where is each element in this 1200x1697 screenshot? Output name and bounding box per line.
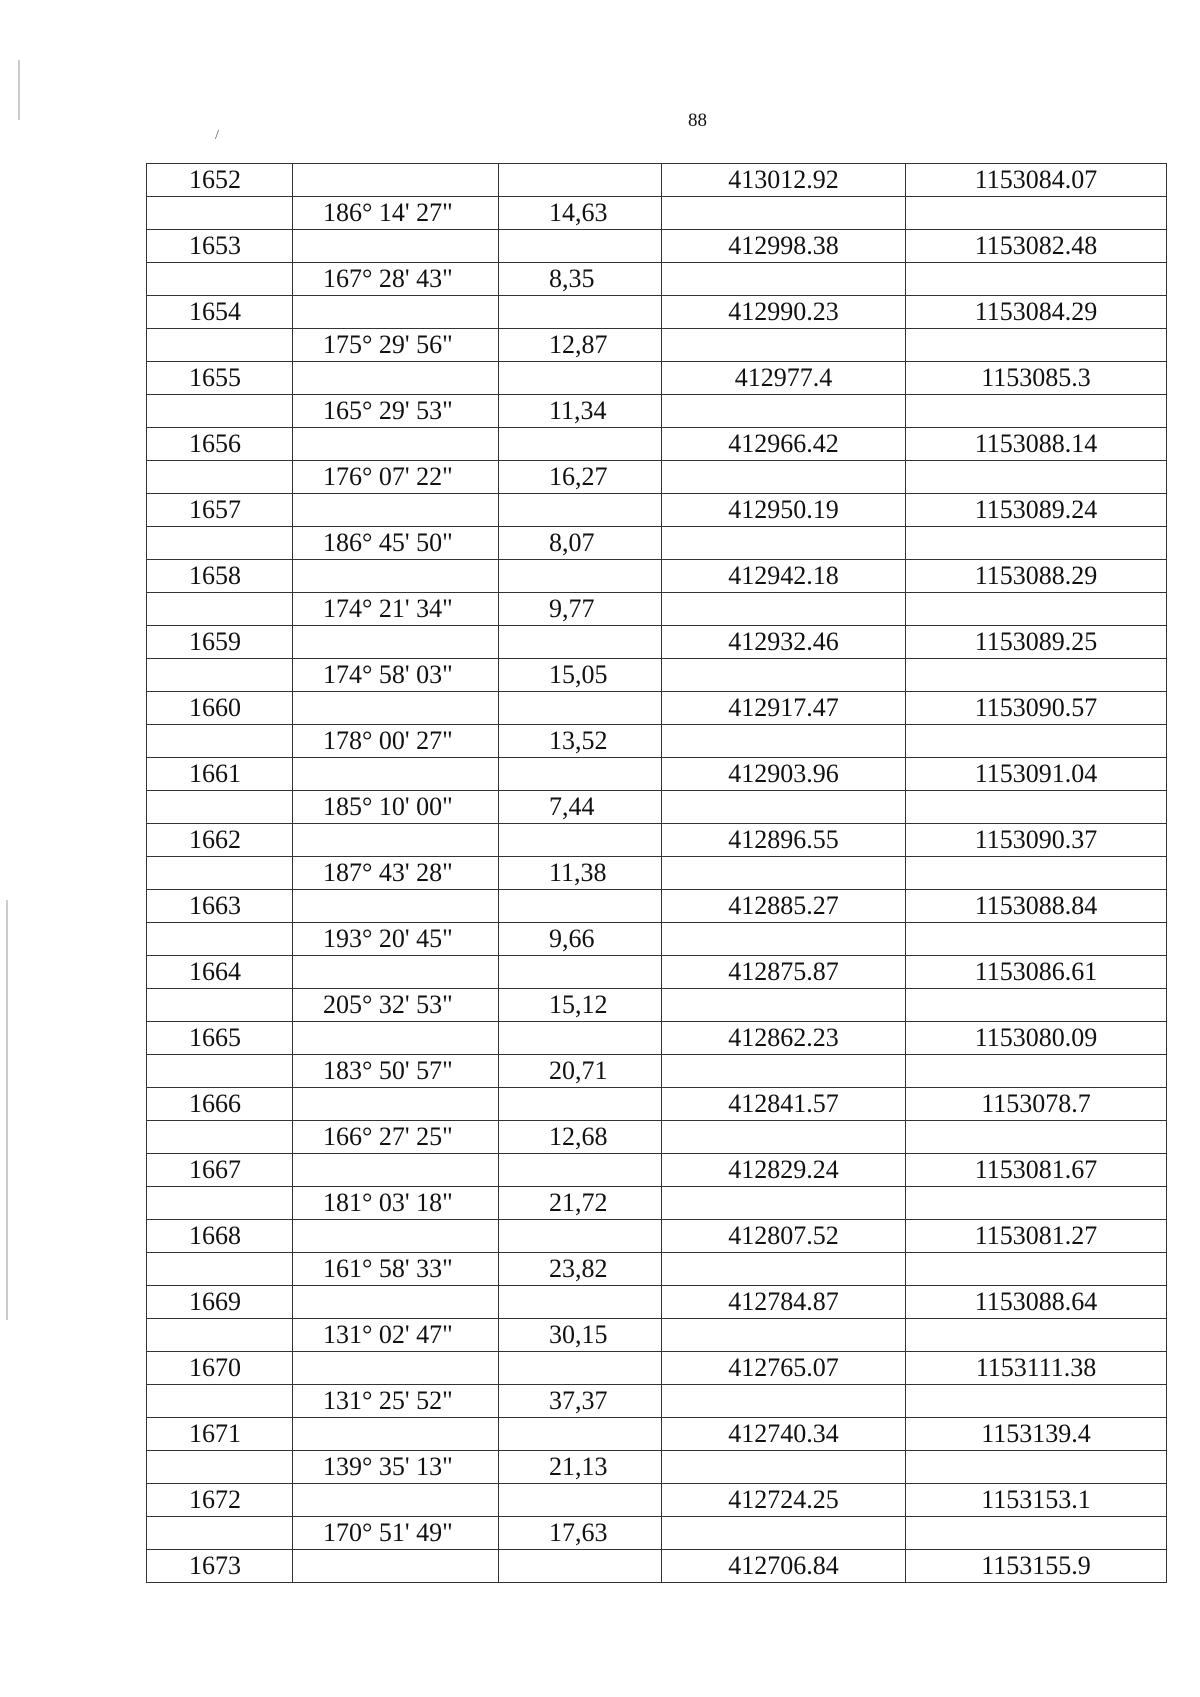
y-coordinate-cell <box>906 1319 1167 1352</box>
length-cell <box>499 1352 662 1385</box>
y-coordinate-cell: 1153088.84 <box>906 890 1167 923</box>
angle-cell: 186° 14' 27" <box>293 197 499 230</box>
segment-row <box>147 1121 1167 1154</box>
angle-cell <box>293 1022 499 1055</box>
x-coordinate-cell: 412990.23 <box>662 296 906 329</box>
point-number-cell <box>147 1451 293 1484</box>
y-coordinate-cell: 1153082.48 <box>906 230 1167 263</box>
y-coordinate-cell: 1153091.04 <box>906 758 1167 791</box>
angle-cell: 176° 07' 22" <box>293 461 499 494</box>
segment-row <box>147 1187 1167 1220</box>
angle-cell <box>293 1418 499 1451</box>
y-coordinate-cell: 1153153.1 <box>906 1484 1167 1517</box>
y-coordinate-cell <box>906 1187 1167 1220</box>
angle-cell <box>293 428 499 461</box>
point-row <box>147 824 1167 857</box>
length-cell <box>499 560 662 593</box>
point-row <box>147 1088 1167 1121</box>
length-cell <box>499 1154 662 1187</box>
length-cell: 12,68 <box>499 1121 662 1154</box>
length-cell <box>499 890 662 923</box>
point-number-cell: 1662 <box>147 824 293 857</box>
x-coordinate-cell: 412932.46 <box>662 626 906 659</box>
x-coordinate-cell: 412875.87 <box>662 956 906 989</box>
point-number-cell <box>147 1319 293 1352</box>
point-number-cell <box>147 989 293 1022</box>
x-coordinate-cell: 412740.34 <box>662 1418 906 1451</box>
segment-row <box>147 329 1167 362</box>
length-cell: 30,15 <box>499 1319 662 1352</box>
angle-cell: 193° 20' 45" <box>293 923 499 956</box>
point-number-cell: 1659 <box>147 626 293 659</box>
point-number-cell <box>147 329 293 362</box>
y-coordinate-cell <box>906 659 1167 692</box>
point-number-cell: 1672 <box>147 1484 293 1517</box>
length-cell: 9,66 <box>499 923 662 956</box>
length-cell: 17,63 <box>499 1517 662 1550</box>
angle-cell <box>293 956 499 989</box>
x-coordinate-cell <box>662 1385 906 1418</box>
length-cell: 21,13 <box>499 1451 662 1484</box>
x-coordinate-cell: 412706.84 <box>662 1550 906 1583</box>
y-coordinate-cell <box>906 923 1167 956</box>
point-row <box>147 758 1167 791</box>
point-row <box>147 362 1167 395</box>
point-number-cell: 1656 <box>147 428 293 461</box>
point-number-cell <box>147 1121 293 1154</box>
point-row <box>147 1484 1167 1517</box>
angle-cell: 131° 02' 47" <box>293 1319 499 1352</box>
point-row <box>147 1418 1167 1451</box>
y-coordinate-cell <box>906 857 1167 890</box>
length-cell: 21,72 <box>499 1187 662 1220</box>
angle-cell <box>293 626 499 659</box>
point-number-cell: 1673 <box>147 1550 293 1583</box>
angle-cell <box>293 890 499 923</box>
point-row <box>147 890 1167 923</box>
point-number-cell: 1668 <box>147 1220 293 1253</box>
y-coordinate-cell <box>906 527 1167 560</box>
point-number-cell <box>147 527 293 560</box>
x-coordinate-cell <box>662 857 906 890</box>
angle-cell <box>293 758 499 791</box>
point-number-cell <box>147 461 293 494</box>
point-number-cell: 1653 <box>147 230 293 263</box>
x-coordinate-cell <box>662 1517 906 1550</box>
y-coordinate-cell <box>906 1517 1167 1550</box>
length-cell: 8,07 <box>499 527 662 560</box>
x-coordinate-cell: 412862.23 <box>662 1022 906 1055</box>
point-number-cell: 1654 <box>147 296 293 329</box>
y-coordinate-cell <box>906 1385 1167 1418</box>
point-number-cell: 1658 <box>147 560 293 593</box>
y-coordinate-cell: 1153081.27 <box>906 1220 1167 1253</box>
x-coordinate-cell <box>662 329 906 362</box>
length-cell <box>499 428 662 461</box>
length-cell <box>499 1088 662 1121</box>
y-coordinate-cell: 1153088.64 <box>906 1286 1167 1319</box>
y-coordinate-cell: 1153084.29 <box>906 296 1167 329</box>
length-cell: 15,12 <box>499 989 662 1022</box>
y-coordinate-cell: 1153084.07 <box>906 164 1167 197</box>
x-coordinate-cell <box>662 923 906 956</box>
point-number-cell <box>147 791 293 824</box>
point-number-cell: 1670 <box>147 1352 293 1385</box>
point-row <box>147 1154 1167 1187</box>
y-coordinate-cell: 1153086.61 <box>906 956 1167 989</box>
point-number-cell: 1664 <box>147 956 293 989</box>
point-row <box>147 560 1167 593</box>
length-cell: 20,71 <box>499 1055 662 1088</box>
x-coordinate-cell: 412942.18 <box>662 560 906 593</box>
point-number-cell <box>147 1055 293 1088</box>
angle-cell: 174° 21' 34" <box>293 593 499 626</box>
segment-row <box>147 395 1167 428</box>
angle-cell: 186° 45' 50" <box>293 527 499 560</box>
angle-cell: 174° 58' 03" <box>293 659 499 692</box>
point-number-cell <box>147 857 293 890</box>
segment-row <box>147 1451 1167 1484</box>
point-number-cell <box>147 725 293 758</box>
point-row <box>147 1220 1167 1253</box>
angle-cell <box>293 1550 499 1583</box>
length-cell <box>499 824 662 857</box>
length-cell <box>499 956 662 989</box>
scan-edge-line <box>6 900 8 1320</box>
length-cell <box>499 692 662 725</box>
length-cell <box>499 296 662 329</box>
angle-cell <box>293 560 499 593</box>
x-coordinate-cell: 412903.96 <box>662 758 906 791</box>
x-coordinate-cell: 412841.57 <box>662 1088 906 1121</box>
y-coordinate-cell <box>906 197 1167 230</box>
y-coordinate-cell <box>906 791 1167 824</box>
x-coordinate-cell <box>662 593 906 626</box>
angle-cell <box>293 824 499 857</box>
point-number-cell: 1652 <box>147 164 293 197</box>
point-number-cell <box>147 395 293 428</box>
x-coordinate-cell <box>662 725 906 758</box>
x-coordinate-cell: 413012.92 <box>662 164 906 197</box>
angle-cell: 178° 00' 27" <box>293 725 499 758</box>
length-cell <box>499 1022 662 1055</box>
segment-row <box>147 1517 1167 1550</box>
length-cell <box>499 626 662 659</box>
segment-row <box>147 1253 1167 1286</box>
length-cell: 11,38 <box>499 857 662 890</box>
angle-cell <box>293 1154 499 1187</box>
x-coordinate-cell <box>662 1253 906 1286</box>
point-number-cell: 1657 <box>147 494 293 527</box>
length-cell <box>499 1220 662 1253</box>
point-number-cell: 1661 <box>147 758 293 791</box>
segment-row <box>147 1319 1167 1352</box>
x-coordinate-cell <box>662 791 906 824</box>
x-coordinate-cell <box>662 461 906 494</box>
point-row <box>147 1022 1167 1055</box>
y-coordinate-cell: 1153081.67 <box>906 1154 1167 1187</box>
x-coordinate-cell <box>662 1319 906 1352</box>
point-number-cell: 1665 <box>147 1022 293 1055</box>
x-coordinate-cell <box>662 197 906 230</box>
length-cell <box>499 362 662 395</box>
coordinate-table-body <box>147 164 1167 1583</box>
page-number: 88 <box>688 110 707 131</box>
point-row <box>147 626 1167 659</box>
y-coordinate-cell: 1153088.29 <box>906 560 1167 593</box>
point-number-cell <box>147 263 293 296</box>
x-coordinate-cell: 412784.87 <box>662 1286 906 1319</box>
point-number-cell <box>147 1517 293 1550</box>
coordinate-table <box>146 163 1167 1583</box>
point-number-cell <box>147 197 293 230</box>
angle-cell: 183° 50' 57" <box>293 1055 499 1088</box>
segment-row <box>147 659 1167 692</box>
point-number-cell: 1669 <box>147 1286 293 1319</box>
segment-row <box>147 1385 1167 1418</box>
point-row <box>147 296 1167 329</box>
length-cell: 37,37 <box>499 1385 662 1418</box>
y-coordinate-cell <box>906 989 1167 1022</box>
point-number-cell: 1655 <box>147 362 293 395</box>
x-coordinate-cell: 412950.19 <box>662 494 906 527</box>
x-coordinate-cell: 412807.52 <box>662 1220 906 1253</box>
angle-cell: 166° 27' 25" <box>293 1121 499 1154</box>
angle-cell <box>293 1088 499 1121</box>
x-coordinate-cell <box>662 989 906 1022</box>
angle-cell: 139° 35' 13" <box>293 1451 499 1484</box>
length-cell <box>499 758 662 791</box>
y-coordinate-cell <box>906 1253 1167 1286</box>
x-coordinate-cell <box>662 395 906 428</box>
length-cell: 12,87 <box>499 329 662 362</box>
y-coordinate-cell <box>906 1121 1167 1154</box>
y-coordinate-cell: 1153090.57 <box>906 692 1167 725</box>
length-cell: 8,35 <box>499 263 662 296</box>
angle-cell: 181° 03' 18" <box>293 1187 499 1220</box>
segment-row <box>147 857 1167 890</box>
y-coordinate-cell <box>906 1055 1167 1088</box>
length-cell <box>499 1418 662 1451</box>
y-coordinate-cell: 1153088.14 <box>906 428 1167 461</box>
angle-cell: 161° 58' 33" <box>293 1253 499 1286</box>
x-coordinate-cell: 412724.25 <box>662 1484 906 1517</box>
x-coordinate-cell: 412966.42 <box>662 428 906 461</box>
angle-cell: 175° 29' 56" <box>293 329 499 362</box>
length-cell <box>499 494 662 527</box>
length-cell: 11,34 <box>499 395 662 428</box>
point-row <box>147 1550 1167 1583</box>
length-cell <box>499 164 662 197</box>
x-coordinate-cell: 412998.38 <box>662 230 906 263</box>
point-number-cell: 1660 <box>147 692 293 725</box>
point-row <box>147 230 1167 263</box>
segment-row <box>147 725 1167 758</box>
x-coordinate-cell: 412977.4 <box>662 362 906 395</box>
y-coordinate-cell: 1153090.37 <box>906 824 1167 857</box>
angle-cell: 185° 10' 00" <box>293 791 499 824</box>
x-coordinate-cell: 412885.27 <box>662 890 906 923</box>
x-coordinate-cell <box>662 527 906 560</box>
angle-cell: 170° 51' 49" <box>293 1517 499 1550</box>
length-cell <box>499 1286 662 1319</box>
y-coordinate-cell <box>906 1451 1167 1484</box>
point-row <box>147 692 1167 725</box>
point-number-cell <box>147 1385 293 1418</box>
x-coordinate-cell <box>662 1451 906 1484</box>
angle-cell <box>293 1352 499 1385</box>
angle-cell: 187° 43' 28" <box>293 857 499 890</box>
y-coordinate-cell <box>906 329 1167 362</box>
angle-cell <box>293 692 499 725</box>
length-cell: 23,82 <box>499 1253 662 1286</box>
x-coordinate-cell <box>662 1121 906 1154</box>
angle-cell: 205° 32' 53" <box>293 989 499 1022</box>
pen-mark: / <box>215 128 219 143</box>
segment-row <box>147 1055 1167 1088</box>
point-number-cell: 1671 <box>147 1418 293 1451</box>
point-row <box>147 494 1167 527</box>
x-coordinate-cell: 412765.07 <box>662 1352 906 1385</box>
point-number-cell: 1663 <box>147 890 293 923</box>
length-cell <box>499 230 662 263</box>
angle-cell <box>293 164 499 197</box>
point-number-cell <box>147 923 293 956</box>
segment-row <box>147 791 1167 824</box>
angle-cell <box>293 494 499 527</box>
y-coordinate-cell <box>906 395 1167 428</box>
point-row <box>147 428 1167 461</box>
length-cell <box>499 1484 662 1517</box>
x-coordinate-cell: 412917.47 <box>662 692 906 725</box>
length-cell: 15,05 <box>499 659 662 692</box>
segment-row <box>147 263 1167 296</box>
point-row <box>147 164 1167 197</box>
y-coordinate-cell: 1153089.24 <box>906 494 1167 527</box>
length-cell: 14,63 <box>499 197 662 230</box>
y-coordinate-cell: 1153078.7 <box>906 1088 1167 1121</box>
point-number-cell <box>147 659 293 692</box>
length-cell: 7,44 <box>499 791 662 824</box>
segment-row <box>147 527 1167 560</box>
x-coordinate-cell <box>662 659 906 692</box>
y-coordinate-cell <box>906 593 1167 626</box>
angle-cell <box>293 1286 499 1319</box>
segment-row <box>147 461 1167 494</box>
x-coordinate-cell: 412829.24 <box>662 1154 906 1187</box>
angle-cell: 131° 25' 52" <box>293 1385 499 1418</box>
y-coordinate-cell: 1153155.9 <box>906 1550 1167 1583</box>
x-coordinate-cell <box>662 1055 906 1088</box>
y-coordinate-cell: 1153080.09 <box>906 1022 1167 1055</box>
point-number-cell: 1666 <box>147 1088 293 1121</box>
angle-cell <box>293 230 499 263</box>
x-coordinate-cell <box>662 1187 906 1220</box>
angle-cell <box>293 296 499 329</box>
angle-cell: 165° 29' 53" <box>293 395 499 428</box>
angle-cell <box>293 1484 499 1517</box>
y-coordinate-cell: 1153111.38 <box>906 1352 1167 1385</box>
y-coordinate-cell: 1153089.25 <box>906 626 1167 659</box>
segment-row <box>147 593 1167 626</box>
y-coordinate-cell <box>906 263 1167 296</box>
segment-row <box>147 197 1167 230</box>
length-cell: 9,77 <box>499 593 662 626</box>
length-cell: 16,27 <box>499 461 662 494</box>
point-row <box>147 1286 1167 1319</box>
point-number-cell <box>147 1187 293 1220</box>
length-cell: 13,52 <box>499 725 662 758</box>
angle-cell: 167° 28' 43" <box>293 263 499 296</box>
x-coordinate-cell <box>662 263 906 296</box>
x-coordinate-cell: 412896.55 <box>662 824 906 857</box>
point-number-cell <box>147 593 293 626</box>
segment-row <box>147 989 1167 1022</box>
angle-cell <box>293 362 499 395</box>
length-cell <box>499 1550 662 1583</box>
y-coordinate-cell <box>906 461 1167 494</box>
angle-cell <box>293 1220 499 1253</box>
point-row <box>147 956 1167 989</box>
y-coordinate-cell: 1153085.3 <box>906 362 1167 395</box>
y-coordinate-cell <box>906 725 1167 758</box>
point-number-cell: 1667 <box>147 1154 293 1187</box>
y-coordinate-cell: 1153139.4 <box>906 1418 1167 1451</box>
segment-row <box>147 923 1167 956</box>
point-row <box>147 1352 1167 1385</box>
point-number-cell <box>147 1253 293 1286</box>
